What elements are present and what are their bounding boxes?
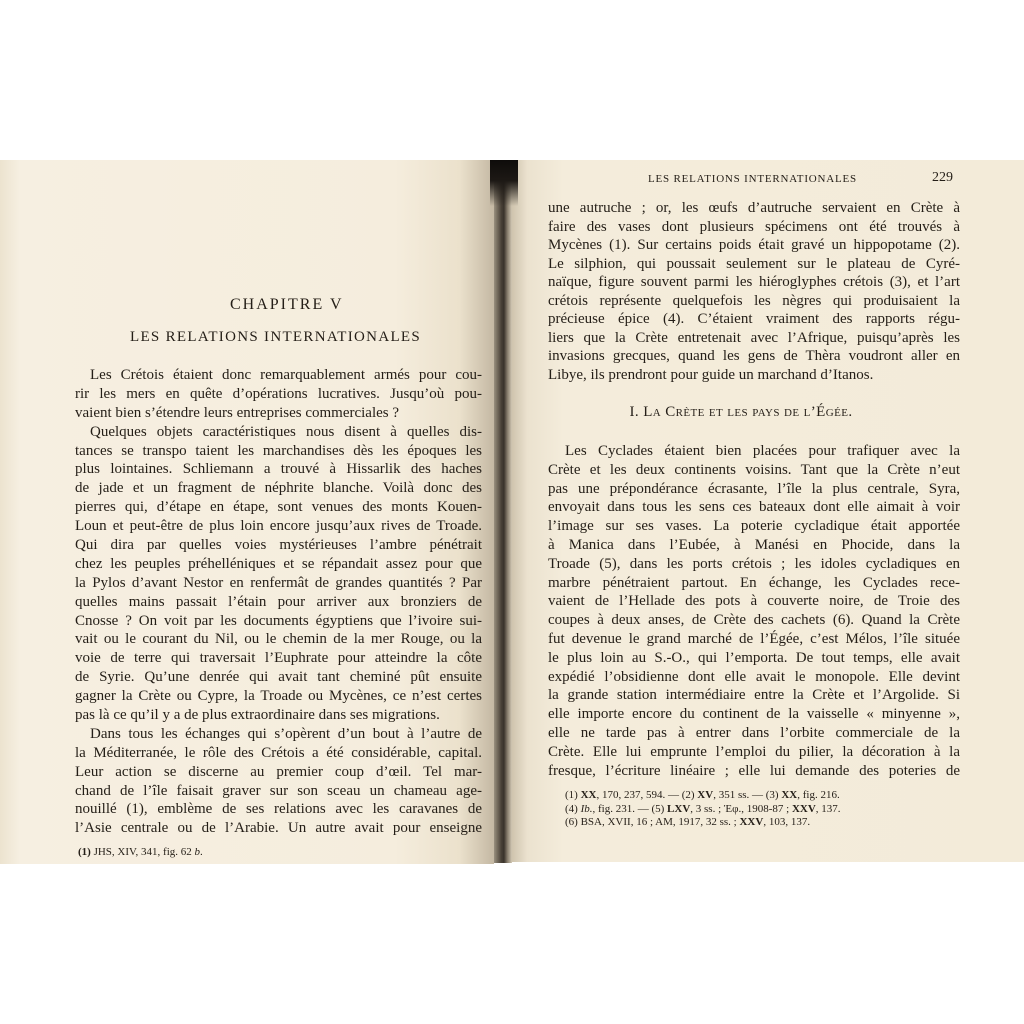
text-line: l’Asie centrale ou de l’Arabie. Un autre avait pour enseigne xyxy=(75,820,482,837)
footnote-text: , fig. 231. — (5) xyxy=(592,802,668,815)
text-line: elle ne tarde pas à entrer dans l’orbite commerciale de la xyxy=(548,724,960,741)
footnote-text: (1) xyxy=(565,789,581,801)
text-line: liers que la Crète entretenait avec l’Afrique, puisqu’après les xyxy=(548,329,960,346)
text-line: voie de terre qui traversait l’Euphrate pour atteindre la côte xyxy=(75,650,482,667)
text-line: invasions grecques, quand les gens de Thèra voudront aller en xyxy=(548,348,960,364)
text-line: nouillé (1), emblème de ses relations avec les caravanes de xyxy=(75,801,482,818)
text-line: elle importe encore du continent de la vaisselle « minyenne », xyxy=(548,706,960,723)
footnote-ref: XXV xyxy=(791,802,816,815)
text-line: rir les mers en quête d’opérations lucratives. Jusqu’où pou- xyxy=(75,385,482,402)
text-line: à Manica dans l’Eubée, à Manési en Phocide, dans la xyxy=(548,536,960,553)
footnote-text: , fig. 216. xyxy=(797,789,840,801)
text-line: Les Cyclades étaient bien placées pour trafiquer avec la xyxy=(565,443,960,459)
footnote xyxy=(565,789,955,803)
text-line: Leur action se discerne au premier coup d’œil. Tel mar- xyxy=(75,763,482,780)
text-line: envoyait dans tous les sens ces bateaux dont elle aimait à voir xyxy=(548,499,960,516)
text-line: de Syrie. Qu’une denrée qui avait tant cheminé pût ensuite xyxy=(75,669,482,686)
text-line: expédié l’obsidienne dont elle avait le monopole. Elle devint xyxy=(548,668,960,685)
right-page-body-bottom xyxy=(548,442,960,780)
text-line: fresque, l’écriture linéaire ; elle lui demande des poteries de xyxy=(548,762,960,779)
text-line: marbre pénétraient partout. En échange, les Cyclades rece- xyxy=(548,574,960,591)
text-line: Mycènes (1). Sur certains poids était gravé un hippopotame (2). xyxy=(548,237,960,253)
text-line: chez les peuples préhelléniques et se répandait assez pour que xyxy=(75,555,482,572)
footnote-text: , 3 ss. ; Ἐφ., 1908-87 ; xyxy=(690,802,792,815)
footnote-ref: Ib. xyxy=(580,802,593,815)
footnote-ref: XX xyxy=(580,789,597,801)
footnote-text: JHS, XIV, 341, fig. 62 xyxy=(90,846,195,858)
chapter-number: CHAPITRE V xyxy=(230,296,344,313)
text-line: Le silphion, qui poussait seulement sur le plateau de Cyré- xyxy=(548,255,960,272)
text-line: pas une prépondérance écrasante, l’île la plus centrale, Syra, xyxy=(548,480,960,497)
text-line: pierres qui, d’étape en étape, sont venues des monts Kouen- xyxy=(75,499,482,516)
text-line: Loun et peut-être de plus loin encore jusqu’aux rives de Troade. xyxy=(75,518,482,535)
text-line: la grande station intermédiaire entre la Crète et l’Argolide. Si xyxy=(548,687,960,704)
section-heading: I. La Crète et les pays de l’Égée. xyxy=(629,404,853,420)
text-line: quelles mains passait l’étain pour arriver aux bronziers de xyxy=(75,593,482,610)
footnote-ref: XXV xyxy=(739,816,764,828)
text-line: de jade et un fragment de néphrite blanche. Voilà donc des xyxy=(75,480,482,497)
text-line: l’image sur ses vases. La poterie cycladique était apportée xyxy=(548,518,960,535)
text-line: gagner la Crète ou Cypre, la Troade ou Mycènes, ce n’est certes xyxy=(75,688,482,705)
text-line: Cnosse ? On voit par les documents égyptiens que l’ivoire sui- xyxy=(75,612,482,629)
footnote-text: (6) BSA, XVII, 16 ; AM, 1917, 32 ss. ; xyxy=(565,816,740,828)
page-number: 229 xyxy=(932,170,953,185)
text-line: Quelques objets caractéristiques nous disent à quelles dis- xyxy=(90,423,482,440)
footnote-ref: XV xyxy=(697,789,714,801)
text-line: Qui dira par quelles voies mystérieuses l’ambre pénétrait xyxy=(75,537,482,554)
running-head: LES RELATIONS INTERNATIONALES xyxy=(648,173,857,185)
text-line: Dans tous les échanges qui s’opèrent d’un bout à l’autre de xyxy=(90,725,482,742)
text-line: une autruche ; or, les œufs d’autruche servaient en Crète à xyxy=(548,200,960,216)
text-line: chand de l’île faisait graver sur son sceau un chameau age- xyxy=(75,782,482,799)
text-line: vaient bien s’étendre leurs entreprises commerciales ? xyxy=(75,404,400,421)
text-line: Crète. Elle lui emprunte l’emploi du pilier, la décoration à la xyxy=(548,743,960,760)
right-footnotes xyxy=(565,789,955,830)
text-line: faire des vases dont plusieurs spécimens ont été trouvés à xyxy=(548,218,960,235)
footnote-text: (4) xyxy=(565,802,581,815)
text-line: tances se transpo taient les marchandises dès les époques les xyxy=(75,442,482,459)
text-line: Troade (5), dans les ports crétois ; les idoles cycladiques en xyxy=(548,555,960,572)
text-line: Libye, ils prendront pour guide un marchand d’Itanos. xyxy=(548,366,874,383)
right-page-body-top xyxy=(548,199,960,384)
footnote xyxy=(565,816,955,830)
text-line: vait ou le courant du Nil, ou le chemin de la mer Rouge, ou la xyxy=(75,631,482,648)
footnote xyxy=(565,803,955,817)
footnote-text: , 170, 237, 594. — (2) xyxy=(596,789,698,801)
text-line: la Méditerranée, le rôle des Crétois a été considérable, capital. xyxy=(75,744,482,761)
chapter-title: LES RELATIONS INTERNATIONALES xyxy=(130,329,422,345)
text-line: le plus loin au S.-O., qui l’emporta. De tout temps, elle avait xyxy=(548,649,960,666)
left-footnote xyxy=(78,845,203,859)
text-line: Crète et les deux continents voisins. Tant que la Crète n’eut xyxy=(548,461,960,478)
footnote-number: (1) xyxy=(78,846,91,858)
gutter-shadow xyxy=(490,160,518,206)
text-line: pas là ce qu’il y a de plus extraordinaire dans ses migrations. xyxy=(75,707,440,724)
footnote-ref: XX xyxy=(781,789,798,801)
footnote-text: , 351 ss. — (3) xyxy=(713,789,782,801)
footnote-text: b xyxy=(194,846,201,858)
footnote-text: , 103, 137. xyxy=(763,816,811,828)
left-page-body xyxy=(75,366,482,838)
text-line: coupes à deux anses, de Crète des cachets (6). Quand la Crète xyxy=(548,612,960,629)
text-line: fut devenue le grand marché de l’Égée, c’est Mélos, l’île située xyxy=(548,630,960,647)
text-line: précieuse épice (4). C’étaient vraiment des rapports régu- xyxy=(548,311,960,327)
text-line: plus lointaines. Schliemann a trouvé à Hissarlik des haches xyxy=(75,461,482,478)
text-line: crétois représente quelquefois les nègres qui produisaient la xyxy=(548,292,960,309)
footnote-text: . xyxy=(200,846,203,858)
text-line: vaient de l’Hellade des pots à couverte noire, de Troie des xyxy=(548,593,960,610)
book-gutter xyxy=(494,160,512,863)
text-line: la Pylos d’avant Nestor en renfermât de grandes quantités ? Par xyxy=(75,574,482,591)
text-line: Les Crétois étaient donc remarquablement armés pour cou- xyxy=(90,367,482,383)
footnote-text: , 137. xyxy=(815,802,841,815)
text-line: naïque, figure souvent parmi les hiéroglyphes crétois (3), et l’art xyxy=(548,274,960,290)
footnote-ref: LXV xyxy=(667,802,691,815)
